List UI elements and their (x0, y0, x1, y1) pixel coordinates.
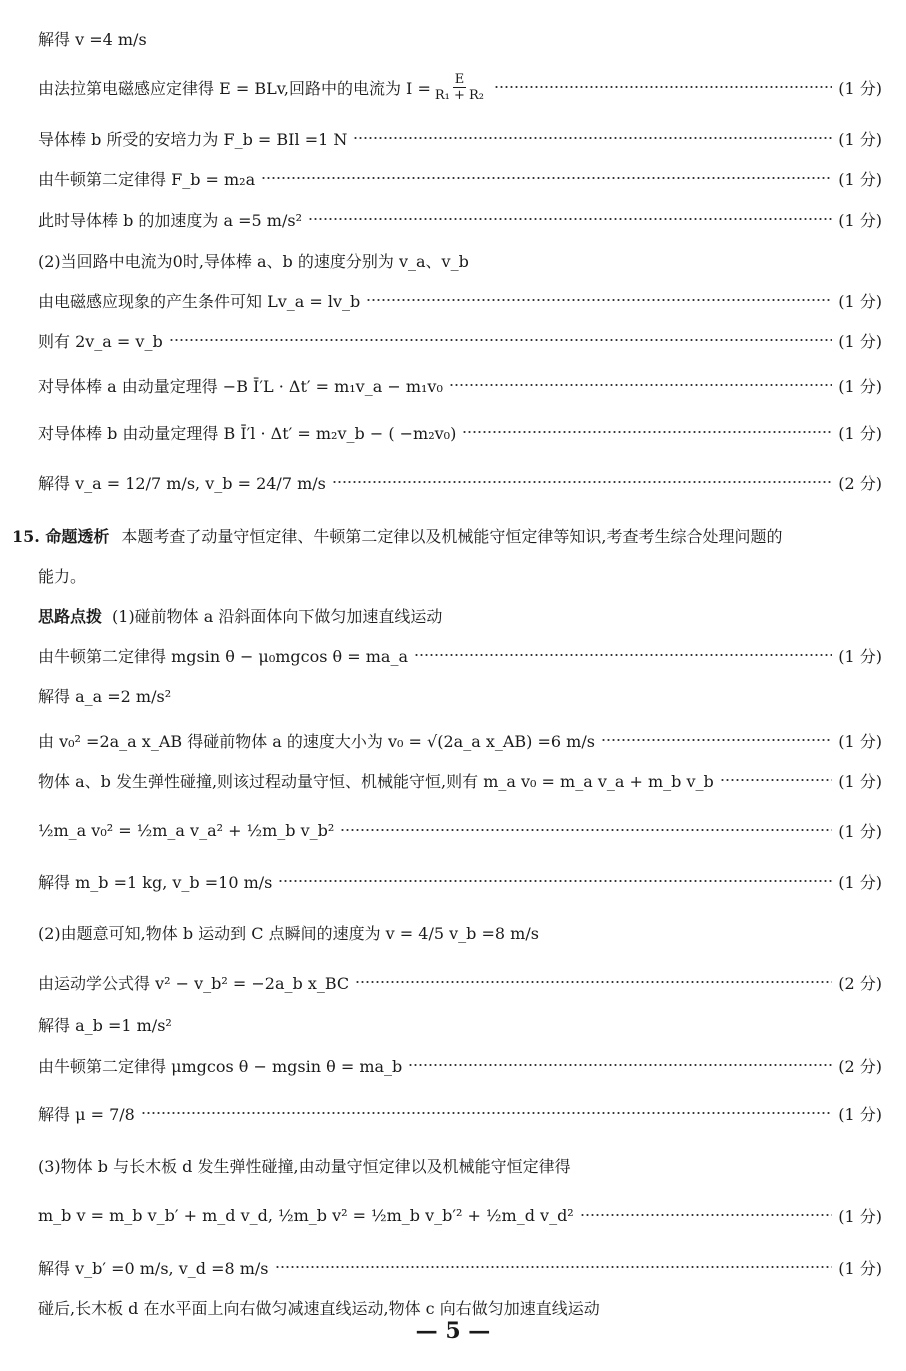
score: (1 分) (838, 331, 882, 351)
score: (1 分) (838, 291, 882, 311)
score: (1 分) (838, 423, 882, 443)
leader-dots (494, 86, 832, 88)
problem-15-header: 15. 命题透析 本题考查了动量守恒定律、牛顿第二定律以及机械能守恒定律等知识,考查考生综合处理问题的 (12, 520, 882, 550)
solution-line: 解得 v =4 m/s (38, 29, 147, 49)
score: (2 分) (838, 1056, 882, 1076)
score: (1 分) (838, 78, 882, 98)
solution-line: 解得 v_b′ =0 m/s, v_d =8 m/s (1 分) (38, 1252, 882, 1282)
solution-line: (3)物体 b 与长木板 d 发生弹性碰撞,由动量守恒定律以及机械能守恒定律得 (38, 1156, 571, 1176)
fraction: $\frac{E}{\text{R₁ + R₂}}$ (434, 71, 485, 103)
solution-line: 解得 v_a = 12/7 m/s, v_b = 24/7 m/s (2 分) (38, 467, 882, 497)
page-number: — 5 — (415, 1318, 491, 1344)
leader-dots (414, 654, 832, 656)
solution-line: 则有 2v_a = v_b (1 分) (38, 325, 882, 355)
score: (2 分) (838, 973, 882, 993)
score: (1 分) (838, 771, 882, 791)
score: (1 分) (838, 1258, 882, 1278)
solution-line: 由牛顿第二定律得 μmgcos θ − mgsin θ = ma_b (2 分) (38, 1050, 882, 1080)
leader-dots (462, 431, 832, 433)
solution-line: 碰后,长木板 d 在水平面上向右做匀减速直线运动,物体 c 向右做匀加速直线运动 (38, 1298, 600, 1318)
leader-dots (720, 779, 832, 781)
solution-line: 对导体棒 a 由动量定理得 −B Ī′L · Δt′ = m₁v_a − m₁v₀ (1 分) (38, 370, 882, 400)
solution-line: (2)当回路中电流为0时,导体棒 a、b 的速度分别为 v_a、v_b (38, 251, 469, 271)
solution-line: 解得 m_b =1 kg, v_b =10 m/s (1 分) (38, 866, 882, 896)
solution-line: 解得 a_b =1 m/s² (38, 1015, 172, 1035)
leader-dots (332, 481, 832, 483)
leader-dots (141, 1112, 832, 1114)
score: (1 分) (838, 731, 882, 751)
leader-dots (340, 829, 832, 831)
leader-dots (408, 1064, 832, 1066)
solution-line: 由电磁感应现象的产生条件可知 Lv_a = lv_b (1 分) (38, 285, 882, 315)
leader-dots (601, 739, 832, 741)
score: (1 分) (838, 872, 882, 892)
score: (1 分) (838, 1104, 882, 1124)
score: (1 分) (838, 169, 882, 189)
solution-line: 对导体棒 b 由动量定理得 B Ī′l · Δt′ = m₂v_b − ( −m₂v₀) (1 分) (38, 417, 882, 447)
solution-line: 由运动学公式得 v² − v_b² = −2a_b x_BC (2 分) (38, 967, 882, 997)
leader-dots (580, 1214, 833, 1216)
solution-line: 由牛顿第二定律得 F_b = m₂a (1 分) (38, 163, 882, 193)
solution-line: 由牛顿第二定律得 mgsin θ − μ₀mgcos θ = ma_a (1 分) (38, 640, 882, 670)
solution-line: 此时导体棒 b 的加速度为 a =5 m/s² (1 分) (38, 204, 882, 234)
leader-dots (275, 1266, 833, 1268)
solution-line: m_b v = m_b v_b′ + m_d v_d, ½m_b v² = ½m_b v_b′² + ½m_d v_d² (1 分) (38, 1205, 882, 1226)
leader-dots (366, 299, 832, 301)
solution-line: 物体 a、b 发生弹性碰撞,则该过程动量守恒、机械能守恒,则有 m_a v₀ = m_a v_a + m_b v_b (1 分) (38, 765, 882, 795)
solution-line: 能力。 (38, 566, 87, 586)
solution-line: 导体棒 b 所受的安培力为 F_b = BIl =1 N (1 分) (38, 123, 882, 153)
solution-line: 解得 a_a =2 m/s² (38, 686, 172, 706)
score: (1 分) (838, 129, 882, 149)
leader-dots (261, 177, 832, 179)
solution-line: ½m_a v₀² = ½m_a v_a² + ½m_b v_b² (1 分) (38, 820, 882, 841)
leader-dots (169, 339, 833, 341)
solution-line: 思路点拨 (1)碰前物体 a 沿斜面体向下做匀加速直线运动 (38, 600, 882, 630)
section-label: 思路点拨 (38, 606, 103, 626)
section-label: 15. 命题透析 (12, 526, 110, 546)
leader-dots (355, 981, 832, 983)
score: (1 分) (838, 646, 882, 666)
score: (1 分) (838, 210, 882, 230)
leader-dots (308, 218, 832, 220)
score: (1 分) (838, 376, 882, 396)
leader-dots (449, 384, 832, 386)
solution-line: 由法拉第电磁感应定律得 E = BLv,回路中的电流为 I = $\frac{E}{\text{R₁ + R₂}}$ (1 分) (38, 71, 882, 103)
leader-dots (278, 880, 832, 882)
score: (1 分) (838, 1206, 882, 1226)
solution-line: 解得 μ = 7/8 (1 分) (38, 1098, 882, 1128)
score: (1 分) (838, 821, 882, 841)
solution-line: (2)由题意可知,物体 b 运动到 C 点瞬间的速度为 v = 4/5 v_b =8 m/s (38, 923, 539, 943)
leader-dots (353, 137, 832, 139)
solution-line: 由 v₀² =2a_a x_AB 得碰前物体 a 的速度大小为 v₀ = √(2a_a x_AB) =6 m/s (1 分) (38, 725, 882, 755)
score: (2 分) (838, 473, 882, 493)
